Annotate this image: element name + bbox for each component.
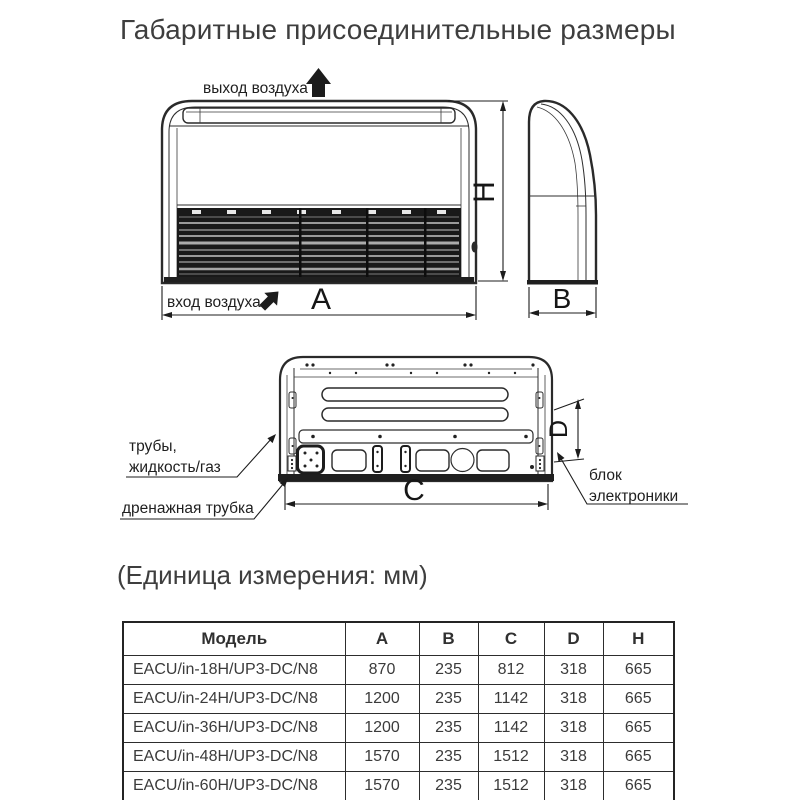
table-row (123, 714, 674, 743)
air-out-label: выход воздуха (203, 80, 308, 97)
front-view (162, 68, 508, 320)
electronics-label-line2: электроники (589, 488, 679, 505)
front-base-bar (164, 277, 474, 283)
units-note: (Единица измерения: мм) (117, 560, 428, 590)
technical-drawing (0, 55, 800, 525)
air-out-arrow-icon (306, 68, 331, 97)
page-title: Габаритные присоединительные размеры (120, 14, 676, 45)
value-c: 1512 (478, 772, 544, 800)
header-model: Модель (123, 622, 345, 656)
dimension-B (529, 283, 596, 318)
value-d: 318 (544, 656, 603, 685)
table-row (123, 685, 674, 714)
value-a: 1570 (345, 772, 419, 800)
value-h: 665 (603, 772, 674, 800)
value-h: 665 (603, 714, 674, 743)
value-h: 665 (603, 656, 674, 685)
pipes-label-line2: жидкость/газ (129, 459, 221, 476)
table-row (123, 743, 674, 772)
air-in-label: вход воздуха (167, 294, 261, 311)
header-c: C (478, 622, 544, 656)
value-c: 1512 (478, 743, 544, 772)
dim-letter-B: B (552, 283, 572, 314)
value-d: 318 (544, 772, 603, 800)
table-row (123, 772, 674, 800)
value-h: 665 (603, 685, 674, 714)
air-outlet-vent (183, 108, 455, 123)
value-b: 235 (419, 685, 478, 714)
rear-slot-lower (322, 408, 508, 421)
value-b: 235 (419, 714, 478, 743)
header-d: D (544, 622, 603, 656)
dim-letter-D: D (545, 419, 573, 439)
value-d: 318 (544, 743, 603, 772)
value-c: 1142 (478, 714, 544, 743)
pipes-label-line1: трубы, (129, 438, 177, 455)
table-header-row (123, 622, 674, 656)
value-a: 1200 (345, 714, 419, 743)
model-cell: EACU/in-60H/UP3-DC/N8 (123, 772, 345, 800)
value-b: 235 (419, 743, 478, 772)
inlet-grille (177, 208, 461, 277)
header-h: H (603, 622, 674, 656)
value-h: 665 (603, 743, 674, 772)
table-row (123, 656, 674, 685)
electronics-label-line1: блок (589, 467, 622, 484)
model-cell: EACU/in-36H/UP3-DC/N8 (123, 714, 345, 743)
value-b: 235 (419, 772, 478, 800)
model-cell: EACU/in-18H/UP3-DC/N8 (123, 656, 345, 685)
model-cell: EACU/in-24H/UP3-DC/N8 (123, 685, 345, 714)
electronics-leader-arrow (557, 452, 565, 462)
value-d: 318 (544, 685, 603, 714)
header-b: B (419, 622, 478, 656)
drain-callout (120, 478, 288, 519)
front-edge-knob (472, 242, 478, 253)
dimensions-table (122, 621, 675, 800)
value-b: 235 (419, 656, 478, 685)
rear-view (120, 357, 688, 519)
value-a: 1200 (345, 685, 419, 714)
value-d: 318 (544, 714, 603, 743)
dim-letter-H: H (468, 181, 501, 203)
dim-letter-A: A (310, 283, 332, 316)
value-a: 1570 (345, 743, 419, 772)
value-c: 812 (478, 656, 544, 685)
pipes-callout (126, 434, 276, 477)
drain-label: дренажная трубка (122, 500, 254, 517)
header-a: A (345, 622, 419, 656)
value-a: 870 (345, 656, 419, 685)
side-view (527, 101, 598, 318)
model-cell: EACU/in-48H/UP3-DC/N8 (123, 743, 345, 772)
value-c: 1142 (478, 685, 544, 714)
dim-letter-C: C (403, 474, 425, 507)
rear-slot-upper (322, 388, 508, 401)
